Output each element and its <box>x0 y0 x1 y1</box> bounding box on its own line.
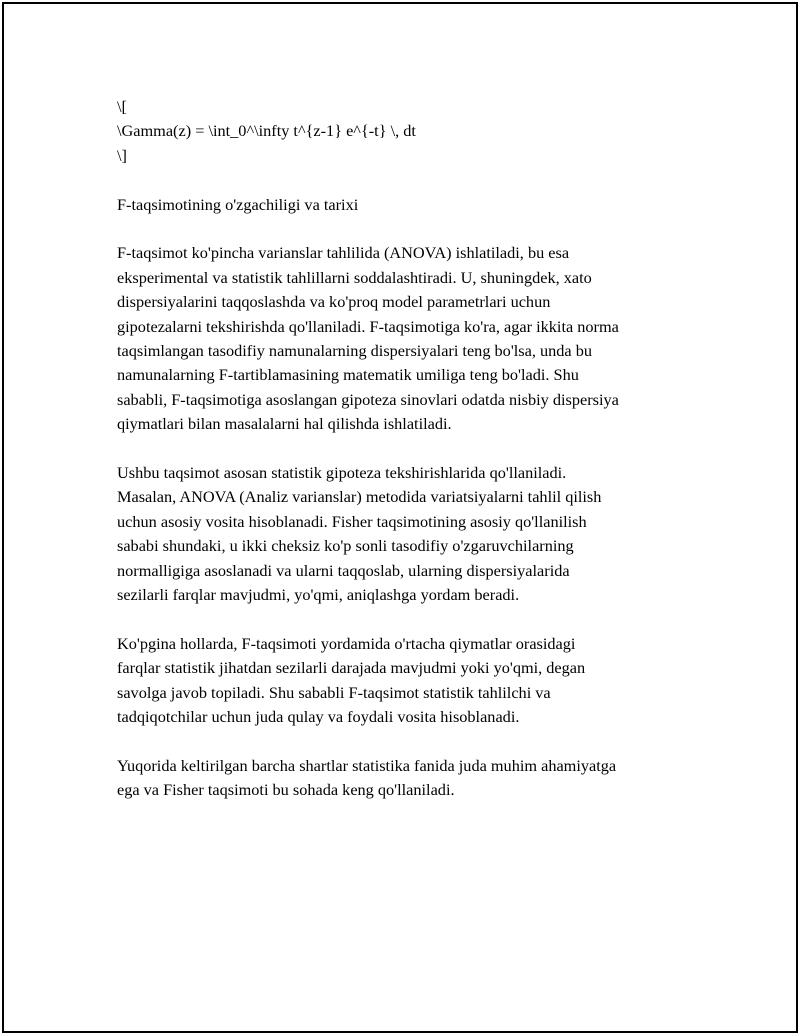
paragraph-line: eksperimental va statistik tahlillarni soddalashtiradi. U, shuningdek, xato <box>117 267 592 287</box>
paragraph-line: Masalan, ANOVA (Analiz varianslar) metodida variatsiyalarni tahlil qilish <box>117 487 602 507</box>
paragraph-2 <box>117 461 697 607</box>
paragraph-line: savolga javob topiladi. Shu sababli F-taqsimot statistik tahlilchi va <box>117 682 551 702</box>
paragraph-line: qiymatlari bilan masalalarni hal qilishda ishlatiladi. <box>117 414 452 434</box>
paragraph-line: normalligiga asoslanadi va ularni taqqoslab, ularning dispersiyalarida <box>117 560 570 580</box>
paragraph-line: ega va Fisher taqsimoti bu sohada keng qo'llaniladi. <box>117 780 455 800</box>
section-heading: F-taqsimotining o'zgachiligi va tarixi <box>117 194 359 214</box>
paragraph-3 <box>117 632 697 730</box>
paragraph-line: uchun asosiy vosita hisoblanadi. Fisher taqsimotining asosiy qo'llanilish <box>117 511 587 531</box>
paragraph-1 <box>117 241 697 436</box>
paragraph-line: tadqiqotchilar uchun juda qulay va foydali vosita hisoblanadi. <box>117 707 520 727</box>
paragraph-line: gipotezalarni tekshirishda qo'llaniladi. F-taqsimotiga ko'ra, agar ikkita norma <box>117 316 619 336</box>
document-body <box>117 95 697 803</box>
paragraph-line: dispersiyalarini taqqoslashda va ko'proq model parametrlari uchun <box>117 292 551 312</box>
paragraph-line: Ushbu taqsimot asosan statistik gipoteza tekshirishlarida qo'llaniladi. <box>117 463 567 483</box>
paragraph-line: taqsimlangan tasodifiy namunalarning dispersiyalari teng bo'lsa, unda bu <box>117 341 592 361</box>
paragraph-line: sababi shundaki, u ikki cheksiz ko'p sonli tasodifiy o'zgaruvchilarning <box>117 536 574 556</box>
paragraph-4 <box>117 754 697 803</box>
paragraph-line: Ko'pgina hollarda, F-taqsimoti yordamida o'rtacha qiymatlar orasidagi <box>117 633 576 653</box>
paragraph-line: sezilarli farqlar mavjudmi, yo'qmi, aniqlashga yordam beradi. <box>117 585 520 605</box>
paragraph-line: sababli, F-taqsimotiga asoslangan gipoteza sinovlari odatda nisbiy dispersiya <box>117 389 619 409</box>
formula-close: \] <box>117 145 127 165</box>
formula-block <box>117 95 697 168</box>
paragraph-line: farqlar statistik jihatdan sezilarli darajada mavjudmi yoki yo'qmi, degan <box>117 658 586 678</box>
paragraph-line: F-taqsimot ko'pincha varianslar tahlilida (ANOVA) ishlatiladi, bu esa <box>117 243 570 263</box>
paragraph-line: Yuqorida keltirilgan barcha shartlar statistika fanida juda muhim ahamiyatga <box>117 755 617 775</box>
paragraph-line: namunalarning F-tartiblamasining matematik umiliga teng bo'ladi. Shu <box>117 365 579 385</box>
formula-open: \[ <box>117 97 127 116</box>
formula-expression: \Gamma(z) = \int_0^\infty t^{z-1} e^{-t} \, dt <box>117 121 416 141</box>
